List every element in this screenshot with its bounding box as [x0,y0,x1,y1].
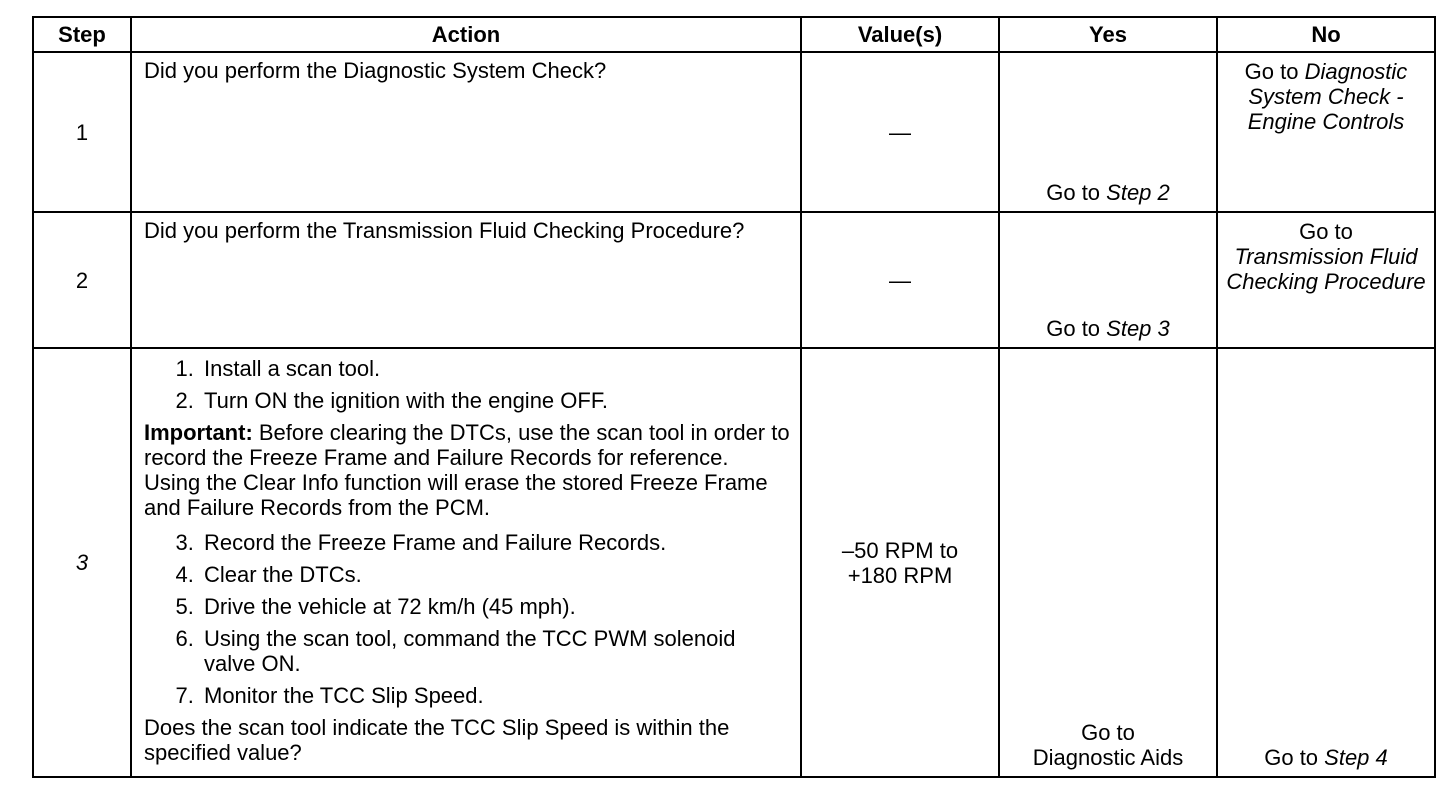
no-goto-prefix: Go to [1264,745,1325,770]
question-text: Does the scan tool indicate the TCC Slip Speed is within the specified value? [144,715,730,765]
list-item: 2. Turn ON the ignition with the engine OFF. [200,388,790,413]
important-text: Before clearing the DTCs, use the scan tool in order to record the Freeze Frame and Failure Records for reference. Using the Clear Info function will erase the stored Freeze Frame and Failure Records from the PCM. [144,420,790,520]
table-row-step-1 [33,52,1435,212]
list-item: 6. Using the scan tool, command the TCC PWM solenoid valve ON. [200,626,790,676]
action-text: Did you perform the Transmission Fluid Checking Procedure? [131,212,801,348]
list-item: 4. Clear the DTCs. [200,562,790,587]
yes-goto[interactable] [999,212,1217,348]
value-text: — [801,212,999,348]
header-no: No [1217,17,1435,52]
no-goto-link[interactable]: Transmission Fluid Checking Procedure [1226,244,1426,294]
no-goto-link[interactable]: Diagnostic System Check - Engine Controls [1247,59,1408,134]
no-goto-prefix: Go to [1244,59,1305,84]
table-row-step-3 [33,348,1435,777]
no-goto-prefix: Go to [1299,219,1353,244]
procedure-list-a [144,356,790,413]
value-line-2: +180 RPM [847,562,953,588]
yes-goto[interactable] [999,348,1217,777]
yes-goto[interactable] [999,52,1217,212]
no-goto[interactable] [1217,52,1435,212]
diagnostic-table [32,16,1436,778]
list-item: 5. Drive the vehicle at 72 km/h (45 mph). [200,594,790,619]
header-action: Action [131,17,801,52]
important-label: Important: [144,420,253,445]
action-text: Did you perform the Diagnostic System Check? [131,52,801,212]
list-item: 7. Monitor the TCC Slip Speed. [200,683,790,708]
yes-goto-prefix: Go to [1081,720,1135,745]
value-line-1: –50 RPM to [841,537,959,563]
no-goto-link[interactable]: Step 4 [1324,745,1388,770]
yes-goto-link[interactable]: Diagnostic Aids [1032,745,1184,770]
header-step: Step [33,17,131,52]
yes-goto-prefix: Go to [1046,316,1107,341]
table-row-step-2 [33,212,1435,348]
list-item: 1. Install a scan tool. [200,356,790,381]
diagnostic-table-wrapper [32,16,1434,778]
yes-goto-link[interactable]: Step 2 [1106,180,1170,205]
value-text [801,348,999,777]
no-goto[interactable] [1217,348,1435,777]
header-yes: Yes [999,17,1217,52]
step-number: 1 [33,52,131,212]
important-note [144,420,790,520]
action-cell [131,348,801,777]
header-values: Value(s) [801,17,999,52]
value-text: — [801,52,999,212]
procedure-list-b [144,530,790,708]
step-number: 2 [33,212,131,348]
list-item: 3. Record the Freeze Frame and Failure Records. [200,530,790,555]
step-number: 3 [33,348,131,777]
yes-goto-prefix: Go to [1046,180,1107,205]
no-goto[interactable] [1217,212,1435,348]
header-row [33,17,1435,52]
yes-goto-link[interactable]: Step 3 [1106,316,1170,341]
